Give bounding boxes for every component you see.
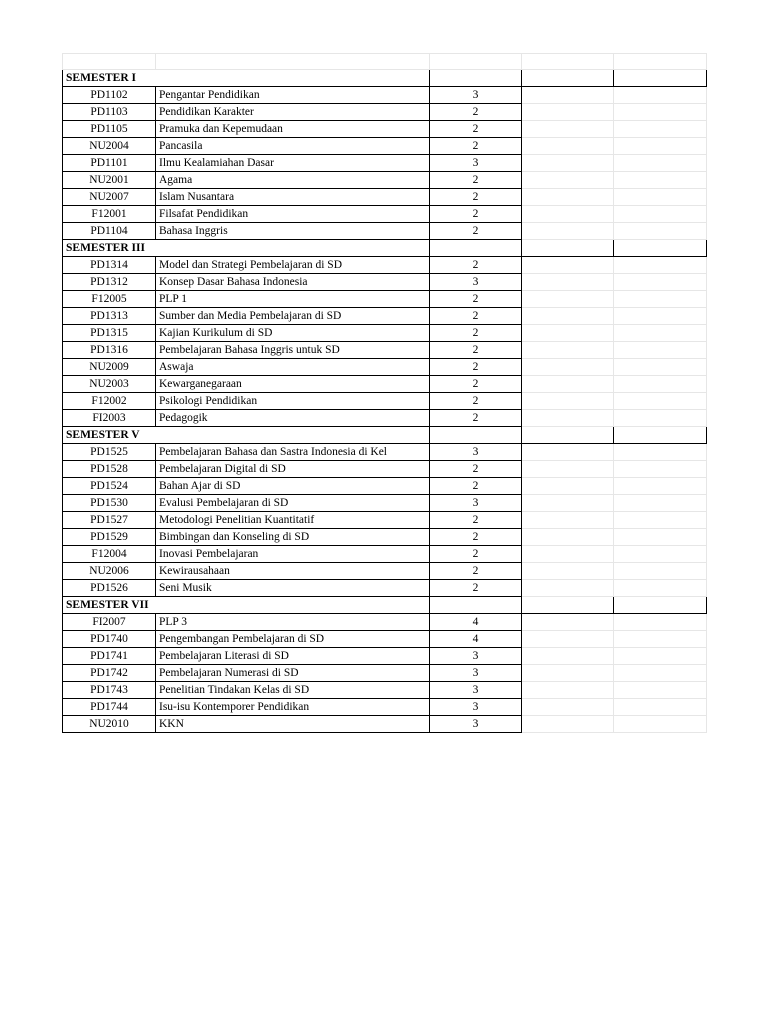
course-code[interactable]: PD1742 [63, 665, 156, 682]
course-row [63, 699, 707, 716]
empty-cell[interactable] [522, 240, 614, 257]
empty-cell[interactable] [522, 614, 614, 631]
empty-cell[interactable] [522, 325, 614, 342]
course-table-body [63, 54, 707, 733]
empty-cell[interactable] [522, 427, 614, 444]
empty-cell[interactable] [522, 665, 614, 682]
course-credits[interactable]: 2 [430, 512, 522, 529]
course-name[interactable]: Kewarganegaraan [156, 376, 430, 393]
course-row [63, 648, 707, 665]
empty-cell[interactable] [522, 155, 614, 172]
course-row [63, 716, 707, 733]
course-name[interactable]: Pendidikan Karakter [156, 104, 430, 121]
course-name[interactable]: KKN [156, 716, 430, 733]
empty-cell[interactable] [614, 291, 707, 308]
course-row [63, 206, 707, 223]
course-code[interactable]: NU2010 [63, 716, 156, 733]
course-code[interactable]: PD1312 [63, 274, 156, 291]
course-name[interactable]: Filsafat Pendidikan [156, 206, 430, 223]
course-name[interactable]: Psikologi Pendidikan [156, 393, 430, 410]
empty-cell[interactable] [522, 376, 614, 393]
course-code[interactable]: PD1744 [63, 699, 156, 716]
empty-cell[interactable] [522, 716, 614, 733]
empty-cell[interactable] [614, 410, 707, 427]
empty-cell[interactable] [614, 70, 707, 87]
course-row [63, 257, 707, 274]
course-name[interactable]: Ilmu Kealamiahan Dasar [156, 155, 430, 172]
course-code[interactable]: PD1104 [63, 223, 156, 240]
course-credits[interactable]: 2 [430, 189, 522, 206]
course-name[interactable]: Islam Nusantara [156, 189, 430, 206]
course-code[interactable]: F12001 [63, 206, 156, 223]
cell[interactable] [156, 54, 430, 70]
course-name[interactable]: Kajian Kurikulum di SD [156, 325, 430, 342]
course-code[interactable]: PD1313 [63, 308, 156, 325]
empty-cell[interactable] [614, 393, 707, 410]
empty-cell[interactable] [614, 121, 707, 138]
course-name[interactable]: Pramuka dan Kepemudaan [156, 121, 430, 138]
course-row [63, 291, 707, 308]
course-code[interactable]: PD1105 [63, 121, 156, 138]
course-row [63, 121, 707, 138]
course-row [63, 376, 707, 393]
course-name[interactable]: Inovasi Pembelajaran [156, 546, 430, 563]
course-credits[interactable]: 3 [430, 274, 522, 291]
course-name[interactable]: Seni Musik [156, 580, 430, 597]
course-code[interactable]: PD1101 [63, 155, 156, 172]
empty-cell[interactable] [430, 597, 522, 614]
course-credits[interactable]: 2 [430, 308, 522, 325]
course-name[interactable]: PLP 3 [156, 614, 430, 631]
course-credits[interactable]: 3 [430, 682, 522, 699]
empty-cell[interactable] [430, 427, 522, 444]
course-row [63, 308, 707, 325]
course-code[interactable]: PD1316 [63, 342, 156, 359]
semester-title[interactable]: SEMESTER VII [63, 597, 430, 614]
course-name[interactable]: Evalusi Pembelajaran di SD [156, 495, 430, 512]
course-code[interactable]: PD1529 [63, 529, 156, 546]
course-credits[interactable]: 2 [430, 410, 522, 427]
empty-cell[interactable] [614, 257, 707, 274]
empty-cell[interactable] [522, 308, 614, 325]
course-credits[interactable]: 3 [430, 665, 522, 682]
course-row [63, 580, 707, 597]
course-credits[interactable]: 2 [430, 393, 522, 410]
empty-cell[interactable] [522, 70, 614, 87]
course-credits[interactable]: 2 [430, 206, 522, 223]
empty-cell[interactable] [614, 682, 707, 699]
empty-cell[interactable] [614, 138, 707, 155]
empty-cell[interactable] [522, 342, 614, 359]
empty-cell[interactable] [614, 155, 707, 172]
empty-cell[interactable] [522, 223, 614, 240]
course-name[interactable]: Pembelajaran Digital di SD [156, 461, 430, 478]
course-credits[interactable]: 2 [430, 580, 522, 597]
course-credits[interactable]: 2 [430, 172, 522, 189]
empty-cell[interactable] [522, 189, 614, 206]
empty-cell[interactable] [614, 716, 707, 733]
course-credits[interactable]: 2 [430, 138, 522, 155]
empty-cell[interactable] [522, 444, 614, 461]
semester-header-row [63, 427, 707, 444]
empty-cell[interactable] [522, 359, 614, 376]
course-code[interactable]: PD1741 [63, 648, 156, 665]
empty-cell[interactable] [614, 614, 707, 631]
empty-cell[interactable] [614, 699, 707, 716]
empty-cell[interactable] [614, 444, 707, 461]
cell[interactable] [63, 54, 156, 70]
course-name[interactable]: Pengantar Pendidikan [156, 87, 430, 104]
course-row [63, 172, 707, 189]
course-code[interactable]: PD1528 [63, 461, 156, 478]
course-name[interactable]: Bimbingan dan Konseling di SD [156, 529, 430, 546]
cell[interactable] [614, 54, 707, 70]
empty-cell[interactable] [614, 359, 707, 376]
empty-cell[interactable] [614, 546, 707, 563]
empty-cell[interactable] [614, 631, 707, 648]
course-credits[interactable]: 2 [430, 359, 522, 376]
course-credits[interactable]: 2 [430, 104, 522, 121]
course-code[interactable]: F12002 [63, 393, 156, 410]
course-row [63, 461, 707, 478]
course-name[interactable]: Konsep Dasar Bahasa Indonesia [156, 274, 430, 291]
course-row [63, 444, 707, 461]
course-credits[interactable]: 4 [430, 631, 522, 648]
empty-cell[interactable] [614, 240, 707, 257]
course-credits[interactable]: 2 [430, 121, 522, 138]
course-credits[interactable]: 2 [430, 291, 522, 308]
empty-cell[interactable] [430, 240, 522, 257]
course-name[interactable]: Pembelajaran Numerasi di SD [156, 665, 430, 682]
course-code[interactable]: F12005 [63, 291, 156, 308]
empty-cell[interactable] [522, 648, 614, 665]
course-code[interactable]: NU2001 [63, 172, 156, 189]
course-row [63, 410, 707, 427]
semester-title[interactable]: SEMESTER III [63, 240, 430, 257]
course-row [63, 546, 707, 563]
course-credits[interactable]: 4 [430, 614, 522, 631]
course-code[interactable]: PD1315 [63, 325, 156, 342]
course-table [62, 53, 707, 733]
empty-cell[interactable] [522, 138, 614, 155]
blank-row [63, 54, 707, 70]
semester-header-row [63, 70, 707, 87]
course-code[interactable]: NU2007 [63, 189, 156, 206]
empty-cell[interactable] [614, 563, 707, 580]
empty-cell[interactable] [614, 172, 707, 189]
empty-cell[interactable] [522, 495, 614, 512]
empty-cell[interactable] [614, 308, 707, 325]
course-credits[interactable]: 2 [430, 529, 522, 546]
course-name[interactable]: Kewirausahaan [156, 563, 430, 580]
empty-cell[interactable] [614, 665, 707, 682]
empty-cell[interactable] [522, 529, 614, 546]
course-name[interactable]: Pembelajaran Literasi di SD [156, 648, 430, 665]
course-credits[interactable]: 2 [430, 257, 522, 274]
course-credits[interactable]: 2 [430, 325, 522, 342]
course-row [63, 342, 707, 359]
empty-cell[interactable] [522, 580, 614, 597]
course-row [63, 478, 707, 495]
course-credits[interactable]: 3 [430, 648, 522, 665]
course-row [63, 155, 707, 172]
course-name[interactable]: Sumber dan Media Pembelajaran di SD [156, 308, 430, 325]
course-credits[interactable]: 2 [430, 563, 522, 580]
course-row [63, 614, 707, 631]
course-name[interactable]: Metodologi Penelitian Kuantitatif [156, 512, 430, 529]
course-credits[interactable]: 2 [430, 223, 522, 240]
empty-cell[interactable] [614, 512, 707, 529]
course-row [63, 563, 707, 580]
course-name[interactable]: Penelitian Tindakan Kelas di SD [156, 682, 430, 699]
course-code[interactable]: PD1530 [63, 495, 156, 512]
empty-cell[interactable] [522, 478, 614, 495]
empty-cell[interactable] [522, 87, 614, 104]
empty-cell[interactable] [430, 70, 522, 87]
course-row [63, 359, 707, 376]
empty-cell[interactable] [522, 631, 614, 648]
course-row [63, 495, 707, 512]
course-code[interactable]: NU2009 [63, 359, 156, 376]
course-credits[interactable]: 3 [430, 87, 522, 104]
empty-cell[interactable] [522, 121, 614, 138]
course-credits[interactable]: 3 [430, 444, 522, 461]
course-code[interactable]: NU2006 [63, 563, 156, 580]
course-name[interactable]: Pengembangan Pembelajaran di SD [156, 631, 430, 648]
course-name[interactable]: Pancasila [156, 138, 430, 155]
course-name[interactable]: Pedagogik [156, 410, 430, 427]
course-name[interactable]: Pembelajaran Bahasa Inggris untuk SD [156, 342, 430, 359]
course-credits[interactable]: 3 [430, 155, 522, 172]
empty-cell[interactable] [614, 376, 707, 393]
course-code[interactable]: FI2007 [63, 614, 156, 631]
course-code[interactable]: PD1740 [63, 631, 156, 648]
course-code[interactable]: PD1527 [63, 512, 156, 529]
course-row [63, 87, 707, 104]
course-row [63, 529, 707, 546]
empty-cell[interactable] [614, 495, 707, 512]
empty-cell[interactable] [614, 342, 707, 359]
course-row [63, 665, 707, 682]
course-code[interactable]: FI2003 [63, 410, 156, 427]
empty-cell[interactable] [522, 682, 614, 699]
empty-cell[interactable] [614, 648, 707, 665]
empty-cell[interactable] [522, 104, 614, 121]
course-name[interactable]: Bahasa Inggris [156, 223, 430, 240]
empty-cell[interactable] [614, 223, 707, 240]
empty-cell[interactable] [614, 189, 707, 206]
empty-cell[interactable] [522, 461, 614, 478]
course-row [63, 223, 707, 240]
empty-cell[interactable] [522, 597, 614, 614]
course-name[interactable]: Agama [156, 172, 430, 189]
cell[interactable] [430, 54, 522, 70]
course-credits[interactable]: 3 [430, 716, 522, 733]
course-credits[interactable]: 3 [430, 699, 522, 716]
empty-cell[interactable] [522, 257, 614, 274]
empty-cell[interactable] [522, 512, 614, 529]
course-name[interactable]: Aswaja [156, 359, 430, 376]
cell[interactable] [522, 54, 614, 70]
course-row [63, 512, 707, 529]
course-row [63, 682, 707, 699]
course-credits[interactable]: 2 [430, 342, 522, 359]
empty-cell[interactable] [522, 291, 614, 308]
course-credits[interactable]: 2 [430, 546, 522, 563]
empty-cell[interactable] [522, 410, 614, 427]
empty-cell[interactable] [614, 206, 707, 223]
empty-cell[interactable] [522, 206, 614, 223]
empty-cell[interactable] [614, 461, 707, 478]
course-credits[interactable]: 2 [430, 376, 522, 393]
empty-cell[interactable] [614, 597, 707, 614]
empty-cell[interactable] [522, 393, 614, 410]
course-code[interactable]: F12004 [63, 546, 156, 563]
course-row [63, 631, 707, 648]
course-row [63, 104, 707, 121]
empty-cell[interactable] [614, 427, 707, 444]
course-credits[interactable]: 3 [430, 495, 522, 512]
empty-cell[interactable] [522, 546, 614, 563]
course-credits[interactable]: 2 [430, 478, 522, 495]
course-name[interactable]: Bahan Ajar di SD [156, 478, 430, 495]
empty-cell[interactable] [614, 325, 707, 342]
course-table-sheet [62, 53, 706, 733]
empty-cell[interactable] [522, 699, 614, 716]
course-code[interactable]: PD1103 [63, 104, 156, 121]
semester-header-row [63, 597, 707, 614]
course-code[interactable]: PD1102 [63, 87, 156, 104]
course-code[interactable]: PD1525 [63, 444, 156, 461]
course-code[interactable]: NU2003 [63, 376, 156, 393]
course-row [63, 189, 707, 206]
empty-cell[interactable] [522, 563, 614, 580]
course-code[interactable]: NU2004 [63, 138, 156, 155]
course-code[interactable]: PD1524 [63, 478, 156, 495]
course-row [63, 325, 707, 342]
semester-title[interactable]: SEMESTER I [63, 70, 430, 87]
course-row [63, 393, 707, 410]
course-name[interactable]: PLP 1 [156, 291, 430, 308]
empty-cell[interactable] [614, 580, 707, 597]
empty-cell[interactable] [522, 172, 614, 189]
course-row [63, 274, 707, 291]
course-code[interactable]: PD1743 [63, 682, 156, 699]
empty-cell[interactable] [614, 87, 707, 104]
empty-cell[interactable] [522, 274, 614, 291]
semester-header-row [63, 240, 707, 257]
empty-cell[interactable] [614, 529, 707, 546]
course-row [63, 138, 707, 155]
course-name[interactable]: Pembelajaran Bahasa dan Sastra Indonesia di Kel [156, 444, 430, 461]
course-credits[interactable]: 2 [430, 461, 522, 478]
course-code[interactable]: PD1526 [63, 580, 156, 597]
empty-cell[interactable] [614, 274, 707, 291]
course-code[interactable]: PD1314 [63, 257, 156, 274]
semester-title[interactable]: SEMESTER V [63, 427, 430, 444]
empty-cell[interactable] [614, 478, 707, 495]
empty-cell[interactable] [614, 104, 707, 121]
course-name[interactable]: Model dan Strategi Pembelajaran di SD [156, 257, 430, 274]
course-name[interactable]: Isu-isu Kontemporer Pendidikan [156, 699, 430, 716]
